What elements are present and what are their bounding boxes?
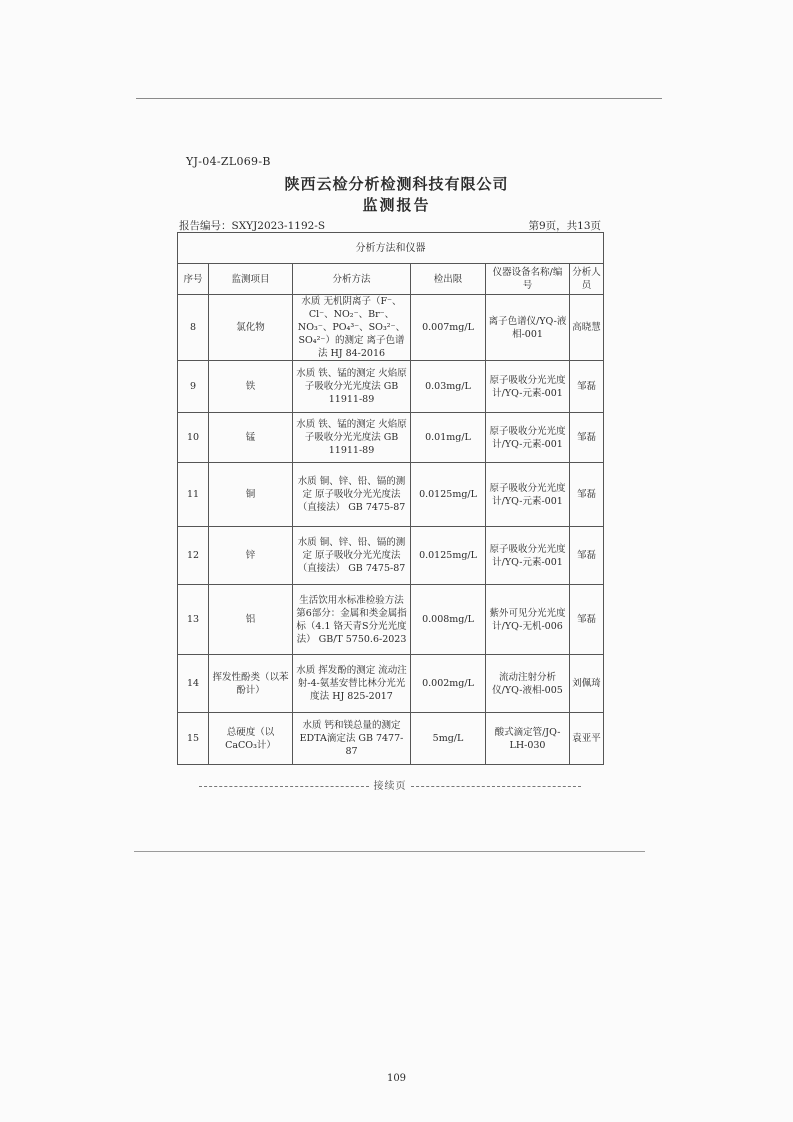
analysis-method: 水质 钙和镁总量的测定 EDTA滴定法 GB 7477-87 <box>293 713 411 765</box>
column-header: 仪器设备名称/编号 <box>486 264 570 295</box>
bottom-rule <box>134 851 645 852</box>
table-caption: 分析方法和仪器 <box>178 233 604 264</box>
table-row <box>178 527 604 585</box>
top-rule <box>136 98 662 99</box>
column-header: 检出限 <box>411 264 486 295</box>
analysis-method: 生活饮用水标准检验方法 第6部分：金属和类金属指标（4.1 铬天青S分光光度法） GB/T 5750.6-2023 <box>293 585 411 655</box>
document-code: YJ-04-ZL069-B <box>186 155 271 168</box>
instrument: 酸式滴定管/JQ-LH-030 <box>486 713 570 765</box>
analyst: 高晓慧 <box>570 295 604 361</box>
analyst: 邹磊 <box>570 463 604 527</box>
column-header: 监测项目 <box>209 264 293 295</box>
instrument: 原子吸收分光光度计/YQ-元素-001 <box>486 527 570 585</box>
column-header: 分析人员 <box>570 264 604 295</box>
analysis-method: 水质 无机阴离子（F⁻、Cl⁻、NO₂⁻、Br⁻、NO₃⁻、PO₄³⁻、SO₃²⁻、SO₄²⁻）的测定 离子色谱法 HJ 84-2016 <box>293 295 411 361</box>
analyst: 邹磊 <box>570 527 604 585</box>
row-number: 12 <box>178 527 209 585</box>
table-row <box>178 463 604 527</box>
monitoring-item: 锰 <box>209 413 293 463</box>
instrument: 原子吸收分光光度计/YQ-元素-001 <box>486 463 570 527</box>
row-number: 15 <box>178 713 209 765</box>
detection-limit: 0.0125mg/L <box>411 527 486 585</box>
analysis-method: 水质 铜、锌、铅、镉的测定 原子吸收分光光度法 （直接法） GB 7475-87 <box>293 463 411 527</box>
instrument: 原子吸收分光光度计/YQ-元素-001 <box>486 361 570 413</box>
instrument: 流动注射分析仪/YQ-液相-005 <box>486 655 570 713</box>
detection-limit: 0.01mg/L <box>411 413 486 463</box>
table-header-row <box>178 264 604 295</box>
continued-label: 接续页 <box>373 781 407 792</box>
monitoring-item: 氯化物 <box>209 295 293 361</box>
analysis-method: 水质 铁、锰的测定 火焰原子吸收分光光度法 GB 11911-89 <box>293 413 411 463</box>
detection-limit: 0.002mg/L <box>411 655 486 713</box>
detection-limit: 0.0125mg/L <box>411 463 486 527</box>
dashed-line <box>199 786 369 787</box>
monitoring-item: 锌 <box>209 527 293 585</box>
page-number: 109 <box>386 1073 407 1084</box>
row-number: 14 <box>178 655 209 713</box>
analysis-method: 水质 铜、锌、铅、镉的测定 原子吸收分光光度法 （直接法） GB 7475-87 <box>293 527 411 585</box>
row-number: 11 <box>178 463 209 527</box>
detection-limit: 0.008mg/L <box>411 585 486 655</box>
monitoring-item: 挥发性酚类（以苯酚计） <box>209 655 293 713</box>
table-row <box>178 713 604 765</box>
page-info: 第9页，共13页 <box>528 220 601 232</box>
row-number: 13 <box>178 585 209 655</box>
analyst: 刘佩琦 <box>570 655 604 713</box>
table-row <box>178 295 604 361</box>
table-row <box>178 413 604 463</box>
table-row <box>178 361 604 413</box>
detection-limit: 0.03mg/L <box>411 361 486 413</box>
analysis-method: 水质 铁、锰的测定 火焰原子吸收分光光度法 GB 11911-89 <box>293 361 411 413</box>
column-header: 分析方法 <box>293 264 411 295</box>
monitoring-item: 总硬度（以CaCO₃计） <box>209 713 293 765</box>
analyst: 邹磊 <box>570 585 604 655</box>
instrument: 离子色谱仪/YQ-液相-001 <box>486 295 570 361</box>
table-row <box>178 585 604 655</box>
company-name: 陕西云检分析检测科技有限公司 <box>284 175 509 193</box>
analyst: 袁亚平 <box>570 713 604 765</box>
instrument: 原子吸收分光光度计/YQ-元素-001 <box>486 413 570 463</box>
report-number: 报告编号：SXYJ2023-1192-S <box>179 220 326 232</box>
column-header: 序号 <box>178 264 209 295</box>
detection-limit: 5mg/L <box>411 713 486 765</box>
analyst: 邹磊 <box>570 413 604 463</box>
monitoring-item: 铁 <box>209 361 293 413</box>
row-number: 8 <box>178 295 209 361</box>
report-title: 监测报告 <box>362 196 431 214</box>
instrument: 紫外可见分光光度计/YQ-无机-006 <box>486 585 570 655</box>
continued-marker <box>177 777 603 792</box>
dashed-line <box>411 786 581 787</box>
analyst: 邹磊 <box>570 361 604 413</box>
detection-limit: 0.007mg/L <box>411 295 486 361</box>
row-number: 10 <box>178 413 209 463</box>
monitoring-item: 铜 <box>209 463 293 527</box>
monitoring-item: 铝 <box>209 585 293 655</box>
analysis-method: 水质 挥发酚的测定 流动注射-4-氨基安替比林分光光度法 HJ 825-2017 <box>293 655 411 713</box>
table-row <box>178 655 604 713</box>
row-number: 9 <box>178 361 209 413</box>
methods-table <box>177 232 604 765</box>
